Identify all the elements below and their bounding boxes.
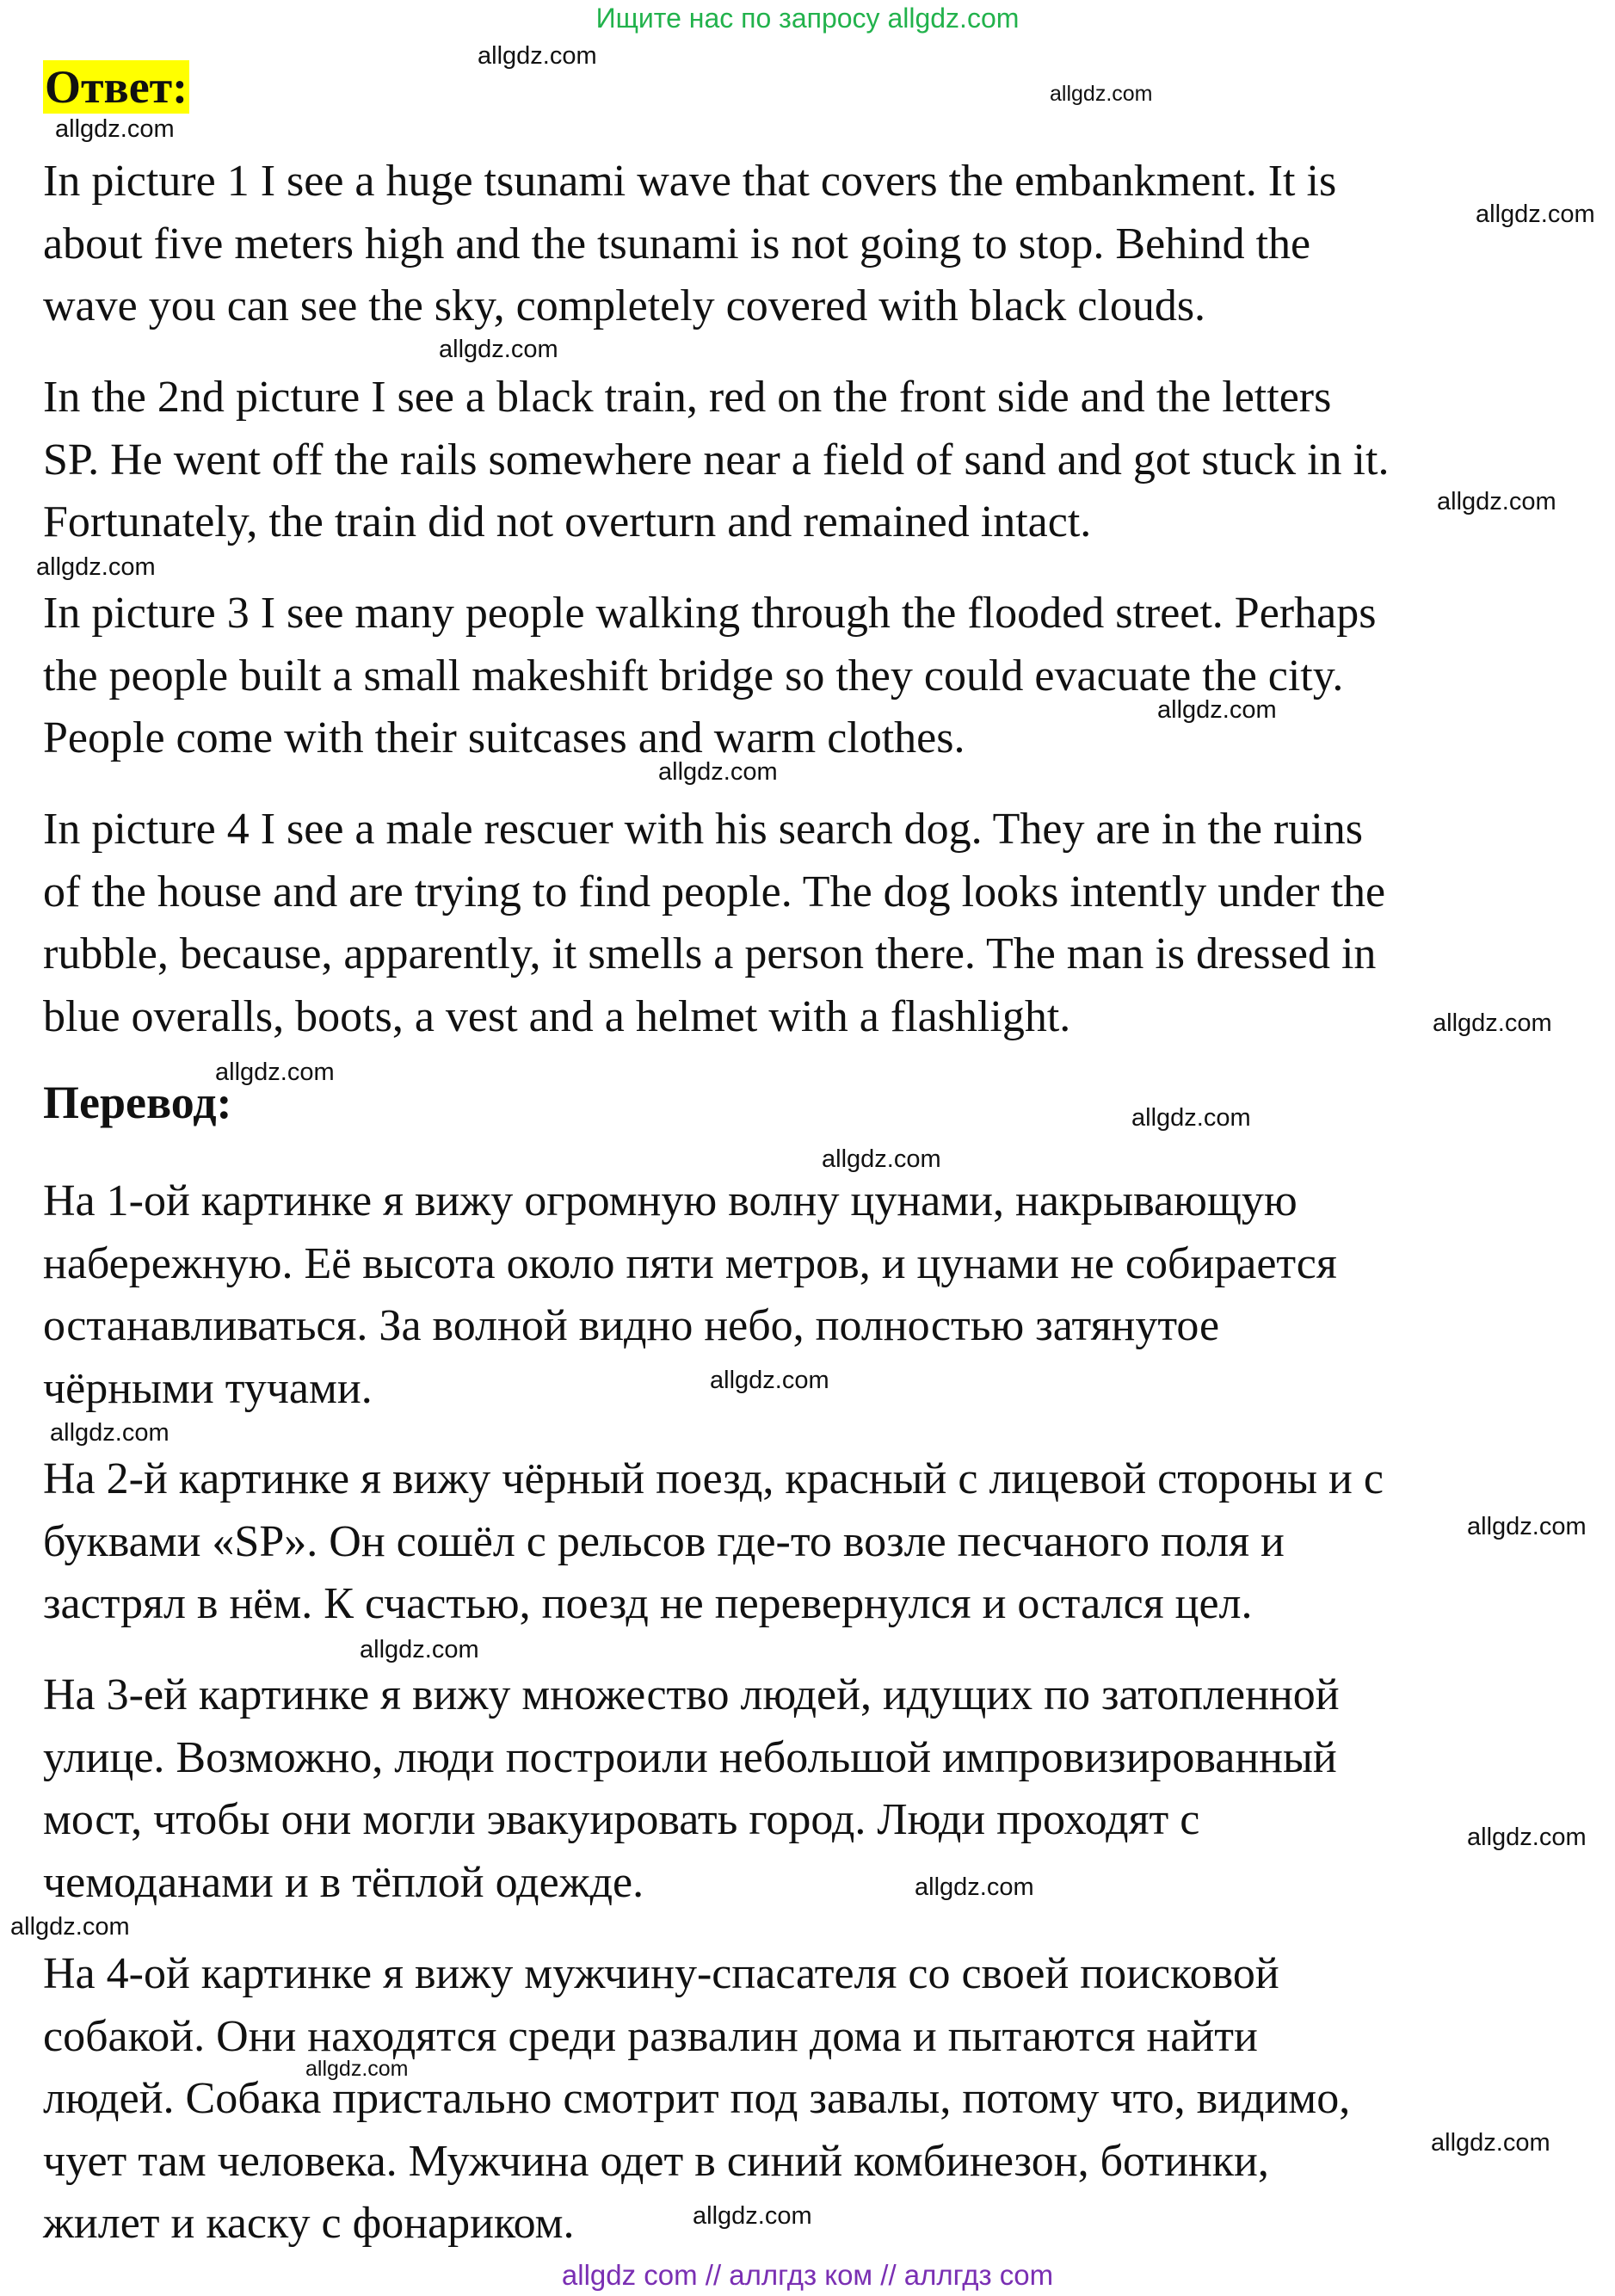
watermark: allgdz.com bbox=[1467, 1824, 1587, 1851]
watermark: allgdz.com bbox=[1467, 1513, 1587, 1540]
answer-paragraph-3 bbox=[43, 583, 1583, 770]
watermark: allgdz.com bbox=[215, 1059, 335, 1086]
answer-paragraph-4 bbox=[43, 799, 1583, 1048]
text-line: In the 2nd picture I see a black train, red on the front side and the letters bbox=[43, 373, 1332, 422]
text-line: Fortunately, the train did not overturn and remained intact. bbox=[43, 497, 1092, 546]
text-line: людей. Собака пристально смотрит под завалы, потому что, видимо, bbox=[43, 2074, 1351, 2123]
watermark: allgdz.com bbox=[305, 2057, 409, 2081]
watermark: allgdz.com bbox=[1437, 488, 1556, 515]
watermark: allgdz.com bbox=[439, 336, 558, 363]
text-line: blue overalls, boots, a vest and a helmet with a flashlight. bbox=[43, 991, 1071, 1041]
text-line: буквами «SP». Он сошёл с рельсов где-то возле песчаного поля и bbox=[43, 1516, 1285, 1566]
watermark: allgdz.com bbox=[693, 2202, 812, 2230]
watermark: allgdz.com bbox=[710, 1367, 829, 1394]
watermark: allgdz.com bbox=[36, 553, 156, 581]
watermark: allgdz.com bbox=[1433, 1009, 1552, 1037]
watermark: allgdz.com bbox=[658, 758, 778, 786]
watermark: allgdz.com bbox=[55, 115, 175, 143]
watermark: allgdz.com bbox=[915, 1873, 1034, 1901]
watermark: allgdz.com bbox=[822, 1145, 941, 1173]
watermark: allgdz.com bbox=[478, 42, 597, 70]
text-line: SP. He went off the rails somewhere near a field of sand and got stuck in it. bbox=[43, 435, 1390, 485]
top-banner: Ищите нас по запросу allgdz.com bbox=[595, 3, 1020, 34]
text-line: People come with their suitcases and warm clothes. bbox=[43, 713, 965, 762]
translation-paragraph-2 bbox=[43, 1448, 1583, 1636]
text-line: of the house and are trying to find people. The dog looks intently under the bbox=[43, 867, 1386, 917]
text-line: На 1-ой картинке я вижу огромную волну цунами, накрывающую bbox=[43, 1176, 1298, 1225]
bottom-footer: allgdz com // аллгдз ком // аллгдз com bbox=[561, 2259, 1054, 2291]
text-line: чёрными тучами. bbox=[43, 1363, 373, 1413]
text-line: На 2-й картинке я вижу чёрный поезд, красный с лицевой стороны и с bbox=[43, 1454, 1384, 1503]
watermark: allgdz.com bbox=[1050, 82, 1153, 106]
watermark: allgdz.com bbox=[360, 1636, 479, 1663]
text-line: чует там человека. Мужчина одет в синий комбинезон, ботинки, bbox=[43, 2136, 1269, 2186]
watermark: allgdz.com bbox=[1157, 696, 1277, 724]
watermark: allgdz.com bbox=[1476, 201, 1595, 228]
translation-paragraph-4 bbox=[43, 1943, 1583, 2256]
text-line: чемоданами и в тёплой одежде. bbox=[43, 1857, 644, 1907]
watermark: allgdz.com bbox=[50, 1419, 170, 1447]
text-line: На 3-ей картинке я вижу множество людей, идущих по затопленной bbox=[43, 1670, 1340, 1719]
text-line: На 4-ой картинке я вижу мужчину-спасателя со своей поисковой bbox=[43, 1949, 1279, 1998]
text-line: about five meters high and the tsunami is not going to stop. Behind the bbox=[43, 219, 1311, 268]
text-line: rubble, because, apparently, it smells a person there. The man is dressed in bbox=[43, 929, 1377, 978]
answer-paragraph-2 bbox=[43, 367, 1583, 554]
text-line: wave you can see the sky, completely covered with black clouds. bbox=[43, 281, 1206, 330]
watermark: allgdz.com bbox=[1131, 1104, 1251, 1132]
watermark: allgdz.com bbox=[10, 1913, 130, 1941]
watermark: allgdz.com bbox=[1431, 2129, 1550, 2157]
answer-heading: Ответ: bbox=[45, 61, 188, 113]
text-line: мост, чтобы они могли эвакуировать город. Люди проходят с bbox=[43, 1795, 1200, 1844]
text-line: In picture 1 I see a huge tsunami wave that covers the embankment. It is bbox=[43, 157, 1337, 206]
translation-heading: Перевод: bbox=[43, 1077, 232, 1128]
text-line: застрял в нём. К счастью, поезд не перевернулся и остался цел. bbox=[43, 1579, 1253, 1628]
text-line: останавливаться. За волной видно небо, полностью затянутое bbox=[43, 1301, 1220, 1350]
text-line: In picture 4 I see a male rescuer with his search dog. They are in the ruins bbox=[43, 805, 1363, 854]
text-line: the people built a small makeshift bridge so they could evacuate the city. bbox=[43, 651, 1344, 701]
text-line: набережную. Её высота около пяти метров, и цунами не собирается bbox=[43, 1238, 1337, 1288]
text-line: In picture 3 I see many people walking through the flooded street. Perhaps bbox=[43, 589, 1377, 638]
text-line: собакой. Они находятся среди развалин дома и пытаются найти bbox=[43, 2011, 1258, 2061]
text-line: жилет и каску с фонариком. bbox=[43, 2199, 575, 2248]
translation-paragraph-3 bbox=[43, 1664, 1583, 1914]
text-line: улице. Возможно, люди построили небольшой импровизированный bbox=[43, 1732, 1337, 1782]
answer-paragraph-1 bbox=[43, 151, 1583, 338]
